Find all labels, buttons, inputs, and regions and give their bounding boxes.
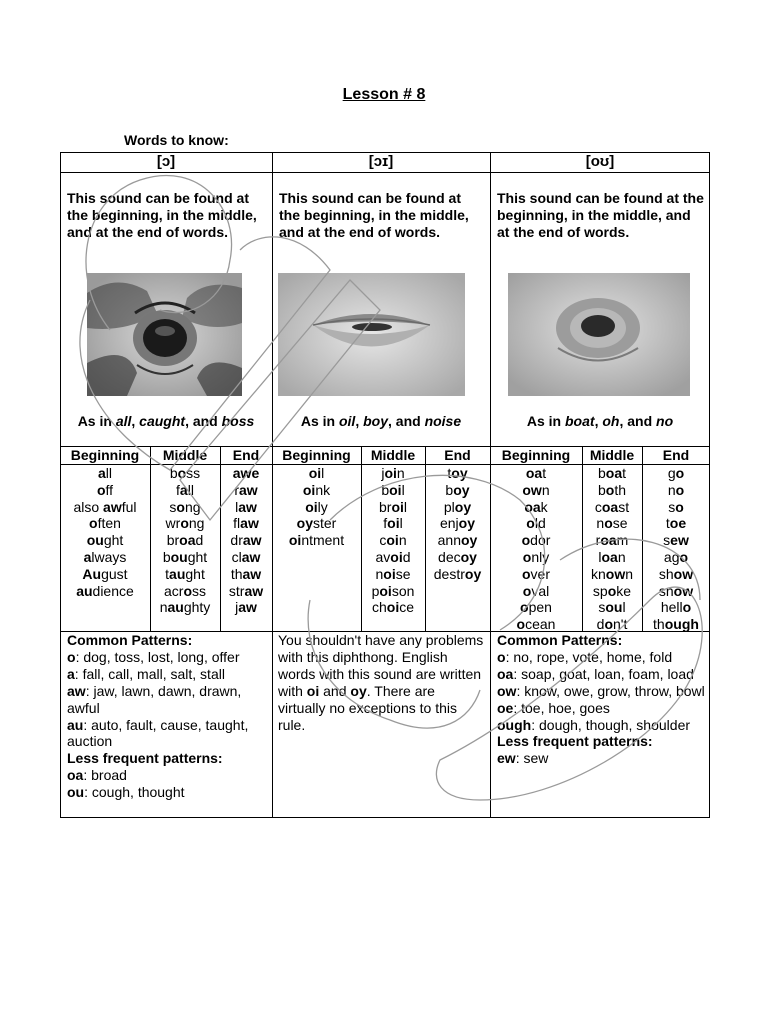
- word-item: don't: [596, 616, 628, 633]
- word-item: go: [667, 465, 685, 481]
- pattern-line: a: fall, call, mall, salt, stall: [67, 665, 225, 682]
- mouth-photo-aw: [87, 273, 242, 396]
- col-header-middle: Middle: [370, 447, 416, 463]
- word-item: hello: [660, 599, 692, 616]
- word-item: all: [97, 465, 113, 481]
- word-item: coin: [379, 532, 407, 549]
- patterns-heading: Common Patterns:: [497, 632, 623, 648]
- word-item: toe: [665, 515, 687, 532]
- mouth-photo-ou: [508, 273, 690, 396]
- word-item: awe: [232, 465, 260, 481]
- word-item: also awful: [73, 498, 137, 515]
- patterns-heading: Common Patterns:: [67, 632, 193, 648]
- word-item: straw: [228, 582, 264, 599]
- word-item: oak: [524, 498, 548, 515]
- pattern-line: oe: toe, hoe, goes: [497, 699, 610, 716]
- word-item: oily: [305, 498, 328, 515]
- ipa-header-aw: [ɔ]: [156, 153, 176, 170]
- word-list-middle-aw: [150, 465, 220, 616]
- word-item: destroy: [433, 565, 482, 582]
- word-item: show: [658, 565, 694, 582]
- word-list-middle-oi: [361, 465, 425, 616]
- word-item: avoid: [375, 548, 411, 565]
- pattern-line: oa: soap, goat, loan, foam, load: [497, 665, 694, 682]
- word-item: loan: [598, 548, 626, 565]
- col-header-beginning: Beginning: [501, 447, 571, 463]
- word-list-middle-ou: [582, 465, 642, 633]
- word-item: ought: [86, 532, 124, 549]
- word-item: own: [522, 481, 550, 498]
- col-header-beginning: Beginning: [282, 447, 351, 463]
- word-item: broil: [378, 498, 408, 515]
- word-item: join: [381, 465, 405, 481]
- col-header-beginning: Beginning: [70, 447, 140, 463]
- word-list-beginning-oi: [272, 465, 361, 549]
- example-line-oi: As in oil, boy, and noise: [300, 413, 462, 429]
- pattern-line: ew: sew: [497, 750, 549, 767]
- word-item: open: [520, 599, 552, 616]
- word-list-end-aw: [220, 465, 272, 616]
- word-item: only: [522, 548, 550, 565]
- word-item: raw: [234, 481, 258, 498]
- word-item: thaw: [230, 565, 262, 582]
- word-item: ointment: [288, 532, 345, 549]
- word-item: flaw: [233, 515, 259, 532]
- pattern-line: ough: dough, though, shoulder: [497, 716, 691, 733]
- word-item: annoy: [437, 532, 478, 549]
- word-item: coast: [594, 498, 630, 515]
- word-item: jaw: [235, 599, 257, 616]
- word-item: claw: [231, 548, 261, 565]
- word-item: August: [82, 565, 128, 582]
- word-item: taught: [165, 565, 205, 582]
- word-item: boy: [445, 481, 470, 498]
- word-item: noise: [375, 565, 411, 582]
- word-item: decoy: [438, 548, 477, 565]
- word-item: though: [653, 616, 699, 633]
- word-item: sew: [663, 532, 689, 549]
- pattern-line: o: no, rope, vote, home, fold: [497, 648, 673, 665]
- word-item: boil: [381, 481, 405, 498]
- word-item: across: [163, 582, 206, 599]
- word-item: spoke: [592, 582, 632, 599]
- less-frequent-heading: Less frequent patterns:: [497, 733, 653, 750]
- word-item: choice: [371, 599, 415, 616]
- word-item: always: [83, 548, 127, 565]
- word-item: draw: [230, 532, 262, 549]
- word-item: soul: [598, 599, 626, 616]
- word-item: old: [526, 515, 546, 532]
- word-item: law: [235, 498, 257, 515]
- word-item: ploy: [443, 498, 472, 515]
- word-item: song: [169, 498, 201, 515]
- word-item: no: [667, 481, 685, 498]
- word-item: bought: [162, 548, 208, 565]
- word-item: both: [597, 481, 627, 498]
- word-item: ago: [663, 548, 689, 565]
- word-item: naughty: [159, 599, 211, 616]
- pattern-line: au: auto, fault, cause, taught, auction: [67, 716, 249, 750]
- col-header-middle: Middle: [589, 447, 635, 463]
- intro-text-aw: This sound can be found at the beginning, in the middle, and at the end of words.: [67, 190, 257, 240]
- word-item: poison: [371, 582, 415, 599]
- word-item: fall: [176, 481, 194, 498]
- pattern-line: o: dog, toss, lost, long, offer: [67, 648, 240, 665]
- word-item: oil: [308, 465, 325, 481]
- word-item: oval: [522, 582, 550, 599]
- intro-text-oi: This sound can be found at the beginning, in the middle, and at the end of words.: [279, 190, 469, 240]
- word-item: toy: [447, 465, 468, 481]
- word-item: off: [96, 481, 114, 498]
- pattern-line: aw: jaw, lawn, dawn, drawn, awful: [67, 682, 242, 716]
- word-item: boss: [169, 465, 201, 481]
- example-line-aw: As in all, caught, and boss: [77, 413, 255, 429]
- word-list-end-ou: [642, 465, 710, 633]
- word-item: ocean: [516, 616, 556, 633]
- patterns-aw: [67, 632, 267, 801]
- col-header-middle: Middle: [162, 447, 208, 463]
- word-item: enjoy: [439, 515, 476, 532]
- word-item: roam: [595, 532, 629, 549]
- patterns-oi: You shouldn't have any problems with this diphthong. English words with this sound are written with oi and oy. There are virtually no exceptions to this rule.: [278, 632, 484, 733]
- word-item: snow: [658, 582, 694, 599]
- col-header-end: End: [444, 447, 471, 463]
- word-item: over: [521, 565, 550, 582]
- word-item: known: [590, 565, 634, 582]
- example-line-ou: As in boat, oh, and no: [526, 413, 674, 429]
- pattern-line: ow: know, owe, grow, throw, bowl: [497, 682, 705, 699]
- word-item: often: [89, 515, 121, 532]
- word-item: oink: [302, 481, 331, 498]
- word-item: foil: [383, 515, 403, 532]
- row-divider: [60, 172, 710, 173]
- word-item: odor: [521, 532, 551, 549]
- col-header-end: End: [662, 447, 690, 463]
- mouth-photo-oi: [278, 273, 465, 396]
- word-item: wrong: [165, 515, 205, 532]
- lesson-title: Lesson # 8: [342, 86, 426, 103]
- word-item: audience: [76, 582, 134, 599]
- word-list-end-oi: [425, 465, 490, 583]
- word-item: broad: [166, 532, 204, 549]
- word-list-beginning-ou: [490, 465, 582, 633]
- intro-text-ou: This sound can be found at the beginning, in the middle, and at the end of words.: [497, 190, 704, 240]
- ipa-header-ou: [oʊ]: [585, 153, 615, 170]
- word-item: boat: [597, 465, 627, 481]
- word-item: oat: [525, 465, 547, 481]
- word-item: nose: [596, 515, 628, 532]
- less-frequent-heading: Less frequent patterns:: [67, 750, 223, 767]
- col-header-end: End: [232, 447, 260, 463]
- word-item: oyster: [296, 515, 337, 532]
- pattern-line: ou: cough, thought: [67, 784, 185, 801]
- words-to-know-label: Words to know:: [124, 132, 229, 148]
- pattern-line: oa: broad: [67, 767, 127, 784]
- word-item: so: [668, 498, 684, 515]
- patterns-ou: [497, 632, 707, 767]
- word-list-beginning-aw: [60, 465, 150, 599]
- ipa-header-oi: [ɔɪ]: [368, 153, 394, 170]
